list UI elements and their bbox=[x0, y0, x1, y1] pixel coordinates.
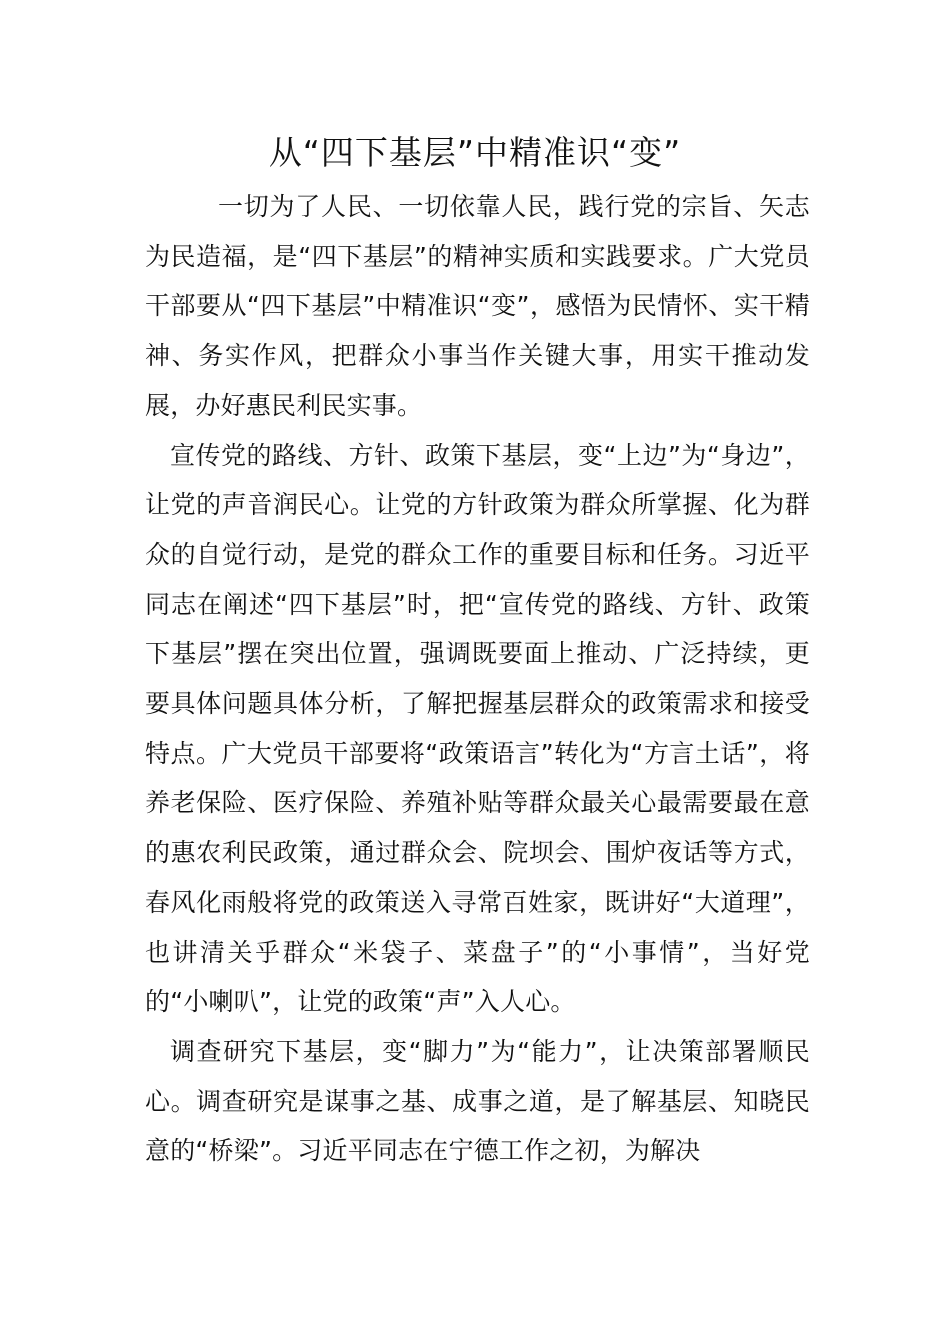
paragraph-1: 一切为了人民、一切依靠人民，践行党的宗旨、矢志为民造福，是“四下基层”的精神实质和实践要求。广大党员干部要从“四下基层”中精准识“变”，感悟为民情怀、实干精神、务实作风，把群众小事当作关键大事，用实干推动发展，办好惠民利民实事。 bbox=[145, 192, 810, 420]
paragraph-2: 宣传党的路线、方针、政策下基层，变“上边”为“身边”，让党的声音润民心。让党的方针政策为群众所掌握、化为群众的自觉行动，是党的群众工作的重要目标和任务。习近平同志在阐述“四下基层”时，把“宣传党的路线、方针、政策下基层”摆在突出位置，强调既要面上推动、广泛持续，更要具体问题具体分析，了解把握基层群众的政策需求和接受特点。广大党员干部要将“政策语言”转化为“方言土话”，将养老保险、医疗保险、养殖补贴等群众最关心最需要最在意的惠农利民政策，通过群众会、院坝会、围炉夜话等方式，春风化雨般将党的政策送入寻常百姓家，既讲好“大道理”，也讲清关乎群众“米袋子、菜盘子”的“小事情”，当好党的“小喇叭”，让党的政策“声”入人心。 bbox=[145, 440, 810, 1017]
document-title: 从“四下基层”中精准识“变” bbox=[268, 133, 682, 172]
document-body bbox=[145, 182, 810, 1176]
paragraph-3: 调查研究下基层，变“脚力”为“能力”，让决策部署顺民心。调查研究是谋事之基、成事之道，是了解基层、知晓民意的“桥梁”。习近平同志在宁德工作之初，为解决 bbox=[145, 1036, 810, 1166]
